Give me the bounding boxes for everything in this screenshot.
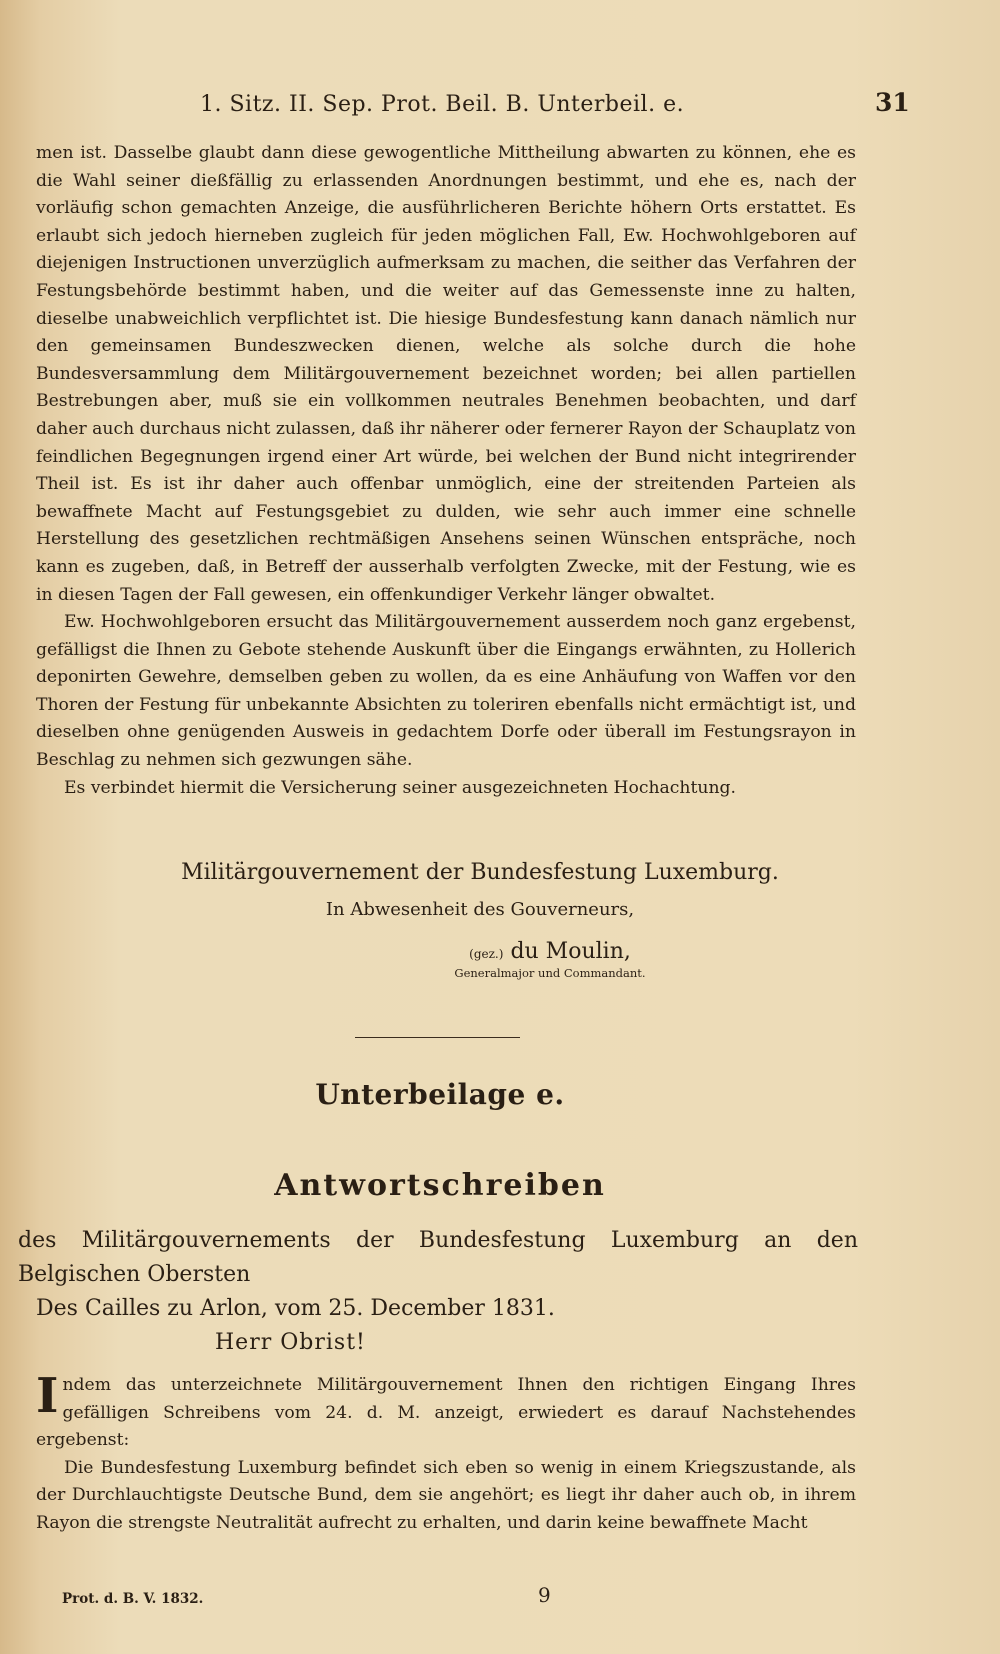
footer-sheet-number: 9 bbox=[538, 1583, 551, 1607]
drop-cap: I bbox=[36, 1368, 59, 1424]
letter-paragraph-1-text: ndem das unterzeichnete Militärgouvernement Ihnen den richtigen Eingang Ihres gefälligen Schreibens vom 24. d. M. anzeigt, erwiedert es darauf Nachstehendes ergebenst: bbox=[36, 1375, 856, 1451]
running-head: 1. Sitz. II. Sep. Prot. Beil. B. Unterbeil. e. bbox=[200, 92, 685, 117]
signature-prefix: (gez.) bbox=[469, 947, 504, 961]
body-paragraph-2: Ew. Hochwohlgeboren ersucht das Militärgouvernement ausserdem noch ganz ergebenst, gefälligst die Ihnen zu Gebote stehende Auskunft über die Eingangs erwähnten, zu Hollerich deponirten Gewehre, demselben geben zu wollen, da es eine Anhäufung von Waffen vor den Thoren der Festung für unbekannte Absichten zu toleriren ebenfalls nicht ermächtigt ist, und dieselben ohne genügenden Ausweis in gedachtem Dorfe oder überall im Festungsrayon in Beschlag zu nehmen sich gezwungen sähe. bbox=[36, 612, 856, 771]
signature-signer-line bbox=[300, 939, 800, 964]
letter-title-block bbox=[18, 1224, 858, 1326]
body-text bbox=[36, 140, 856, 802]
letter-title-line-1: des Militärgouvernements der Bundesfestung Luxemburg an den Belgischen Obersten bbox=[18, 1228, 858, 1287]
letter-body bbox=[36, 1368, 856, 1538]
sub-heading: Unterbeilage e. bbox=[315, 1078, 565, 1111]
footer-signature-mark: Prot. d. B. V. 1832. bbox=[62, 1591, 204, 1607]
signature-absence: In Abwesenheit des Gouverneurs, bbox=[325, 899, 635, 920]
salutation: Herr Obrist! bbox=[215, 1330, 366, 1355]
signature-authority: Militärgouvernement der Bundesfestung Luxemburg. bbox=[181, 860, 779, 885]
signature-signer: du Moulin, bbox=[510, 939, 631, 964]
body-paragraph-1: men ist. Dasselbe glaubt dann diese gewogentliche Mittheilung abwarten zu können, ehe es die Wahl seiner dießfällig zu erlassenden Anordnungen bestimmt, und ehe es, nach der vorläufig schon gemachten Anzeige, die ausführlicheren Berichte höhern Orts erstattet. Es erlaubt sich jedoch hierneben zugleich für jeden möglichen Fall, Ew. Hochwohlgeboren auf diejenigen Instructionen unverzüglich aufmerksam zu machen, die seither das Verfahren der Festungsbehörde bestimmt haben, und die weiter auf das Gemessenste inne zu halten, dieselbe unabweichlich verpflichtet ist. Die hiesige Bundesfestung kann danach nämlich nur den gemeinsamen Bundeszwecken dienen, welche als solche durch die hohe Bundesversammlung dem Militärgouvernement bezeichnet worden; bei allen partiellen Bestrebungen aber, muß sie ein vollkommen neutrales Benehmen beobachten, und darf daher auch durchaus nicht zulassen, daß ihr näherer oder fernerer Rayon der Schauplatz von feindlichen Begegnungen irgend einer Art würde, bei welchen der Bund nicht integrirender Theil ist. Es ist ihr daher auch offenbar unmöglich, eine der streitenden Parteien als bewaffnete Macht auf Festungsgebiet zu dulden, wie sehr auch immer eine schnelle Herstellung des gesetzlichen rechtmäßigen Ansehens seinen Wünschen entspräche, noch kann es zugeben, daß, in Betreff der ausserhalb verfolgten Zwecke, mit der Festung, wie es in diesen Tagen der Fall gewesen, ein offenkundiger Verkehr länger obwaltet. bbox=[36, 143, 856, 605]
letter-title-line-2: Des Cailles zu Arlon, vom 25. December 1831. bbox=[36, 1296, 555, 1321]
section-divider bbox=[355, 1037, 520, 1038]
letter-paragraph-2: Die Bundesfestung Luxemburg befindet sich eben so wenig in einem Kriegszustande, als der Durchlauchtigste Deutsche Bund, dem sie angehört; es liegt ihr daher auch ob, in ihrem Rayon die strengste Neutralität aufrecht zu erhalten, und darin keine bewaffnete Macht bbox=[36, 1457, 856, 1533]
main-heading: Antwortschreiben bbox=[274, 1168, 606, 1203]
page-number: 31 bbox=[875, 88, 910, 117]
signature-rank: Generalmajor und Commandant. bbox=[454, 966, 646, 980]
letter-paragraph-1 bbox=[36, 1368, 856, 1455]
body-paragraph-3: Es verbindet hiermit die Versicherung seiner ausgezeichneten Hochachtung. bbox=[64, 777, 736, 798]
